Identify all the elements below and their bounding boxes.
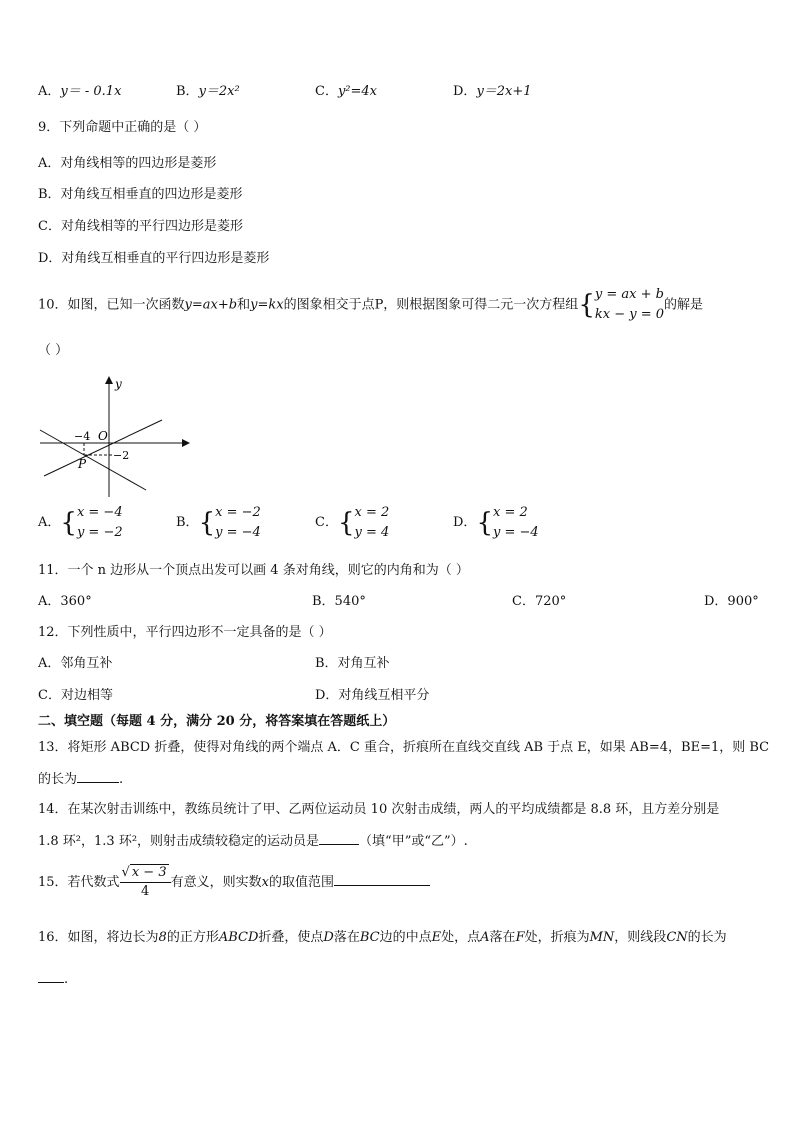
q15-text: 15．若代数式 xyxy=(38,875,120,890)
q13-line-2 xyxy=(38,770,123,789)
q10-option-c-label: C． xyxy=(315,515,338,530)
q15-denominator: 4 xyxy=(140,884,150,899)
q10-stem-part: 10．如图，已知一次函数 xyxy=(38,297,185,313)
line-y-ax-b xyxy=(40,430,146,490)
q10-option-c-y: y = 4 xyxy=(354,525,390,540)
q11-stem: 11．一个 n 边形从一个顶点出发可以画 4 条对角线，则它的内角和为（ ） xyxy=(38,563,469,578)
q10-option-a-brace: { xyxy=(60,508,77,538)
q14-line-2 xyxy=(38,832,468,851)
q16-text: 折叠，使点 xyxy=(258,930,324,945)
q16-text: 边的中点 xyxy=(379,930,432,945)
q16-text: ，则线段 xyxy=(614,930,667,945)
q10-graph xyxy=(36,372,196,502)
q14-text-end: （填“甲”或“乙”）. xyxy=(359,834,468,849)
q10-option-d-system xyxy=(493,503,539,543)
q9-option-d: D．对角线互相垂直的平行四边形是菱形 xyxy=(38,251,270,266)
q10-stem-part: 的图象相交于点P，则根据图象可得二元一次方程组 xyxy=(283,297,579,313)
q10-option-c-x: x = 2 xyxy=(354,505,390,520)
q10-option-a-y: y = −2 xyxy=(76,525,123,540)
q8-option-a-label: A． xyxy=(38,84,61,99)
q16-math: F xyxy=(515,930,525,945)
q10-system-eq2: kx − y = 0 xyxy=(594,307,664,322)
section-2-heading: 二、填空题（每题 4 分，满分 20 分，将答案填在答题纸上） xyxy=(38,714,396,729)
q16-line-1 xyxy=(38,929,727,947)
q8-option-a-math: y＝ - 0.1x xyxy=(60,84,122,99)
q10-paren: （ ） xyxy=(38,343,69,358)
q13-answer-blank[interactable] xyxy=(77,770,119,783)
q15-fraction xyxy=(120,864,171,901)
graph-neg4-label: −4 xyxy=(74,430,91,443)
q10-stem-part: 的解是 xyxy=(664,297,704,313)
q16-text-end: . xyxy=(64,972,69,987)
q10-option-d-x: x = 2 xyxy=(492,505,528,520)
q11-option-d: D．900° xyxy=(704,594,759,609)
q12-option-d: D．对角线互相平分 xyxy=(315,688,430,703)
q12-option-c: C．对边相等 xyxy=(38,688,113,703)
q16-text: 处，点 xyxy=(441,930,481,945)
q10-function-1: y=ax+b xyxy=(184,297,238,313)
q12-option-a: A．邻角互补 xyxy=(38,656,113,671)
q16-text: 的长为 xyxy=(687,930,727,945)
q15-numerator: √ x − 3 xyxy=(120,864,171,883)
q11-option-a: A．360° xyxy=(38,594,92,609)
q16-math: 8 xyxy=(158,930,167,945)
q10-option-b-system xyxy=(215,503,261,543)
q8-option-a xyxy=(38,83,121,101)
graph-y-label: y xyxy=(115,377,122,391)
q10-option-a-system xyxy=(77,503,123,543)
q8-option-c-math: y²=4x xyxy=(337,84,378,99)
q16-math: A xyxy=(480,930,490,945)
q15-variable: x xyxy=(261,875,269,890)
q10-option-d xyxy=(453,503,539,543)
q15-text: 的取值范围 xyxy=(268,875,334,890)
q8-option-d-math: y＝2x+1 xyxy=(476,84,532,99)
q14-answer-blank[interactable] xyxy=(319,832,359,845)
q16-text: 处，折痕为 xyxy=(524,930,590,945)
q10-option-b-brace: { xyxy=(198,508,216,538)
q12-stem: 12．下列性质中，平行四边形不一定具备的是（ ） xyxy=(38,625,332,640)
q10-option-b-label: B． xyxy=(176,515,199,530)
q8-option-b-math: y＝2x² xyxy=(198,84,240,99)
graph-neg2-label: −2 xyxy=(113,449,130,462)
q15-stem xyxy=(38,862,430,904)
q8-option-c-label: C． xyxy=(315,84,338,99)
q15-radicand: x − 3 xyxy=(131,865,167,880)
q10-option-d-brace: { xyxy=(476,508,493,538)
q16-math: BC xyxy=(359,930,380,945)
q10-option-b xyxy=(176,503,261,543)
q10-option-c xyxy=(315,503,389,543)
q13-text: 的长为 xyxy=(38,772,78,787)
q8-option-d-label: D． xyxy=(453,84,477,99)
q16-text: 16．如图，将边长为 xyxy=(38,930,159,945)
q10-option-b-x: x = −2 xyxy=(215,505,261,520)
q11-option-c: C．720° xyxy=(512,594,567,609)
q13-line-1: 13．将矩形 ABCD 折叠，使得对角线的两个端点 A．C 重合，折痕所在直线交直线 AB 于点 E，如果 AB=4，BE=1，则 BC xyxy=(38,740,770,755)
q10-option-a-label: A． xyxy=(38,515,61,530)
q8-option-d xyxy=(453,83,532,101)
q8-option-b xyxy=(176,83,240,101)
graph-o-label: O xyxy=(98,429,108,443)
q10-option-c-brace: { xyxy=(337,508,355,538)
q9-stem: 9．下列命题中正确的是（ ） xyxy=(38,120,207,135)
q16-math: CN xyxy=(666,930,688,945)
q15-text: 有意义，则实数 xyxy=(170,875,262,890)
q10-option-d-y: y = −4 xyxy=(492,525,539,540)
q9-option-a: A．对角线相等的四边形是菱形 xyxy=(38,156,217,171)
q16-line-2 xyxy=(38,970,68,989)
q11-option-b: B．540° xyxy=(312,594,366,609)
q10-function-2: y=kx xyxy=(250,297,284,313)
q10-brace: { xyxy=(578,290,595,320)
q16-math: ABCD xyxy=(218,930,259,945)
q10-option-c-system xyxy=(355,503,390,543)
q16-math: D xyxy=(323,930,334,945)
q16-text: 的正方形 xyxy=(166,930,219,945)
q10-system xyxy=(595,285,664,325)
q9-option-c: C．对角线相等的平行四边形是菱形 xyxy=(38,219,243,234)
q8-option-b-label: B． xyxy=(176,84,199,99)
q10-option-a-x: x = −4 xyxy=(76,505,123,520)
q13-text-end: . xyxy=(119,772,124,787)
q16-math: E xyxy=(431,930,442,945)
q10-stem-part: 和 xyxy=(237,297,251,313)
q12-option-b: B．对角互补 xyxy=(315,656,390,671)
q16-text: 落在 xyxy=(489,930,516,945)
q10-option-b-y: y = −4 xyxy=(215,525,261,540)
q8-option-c xyxy=(315,83,377,101)
q10-stem xyxy=(38,285,703,326)
q10-option-d-label: D． xyxy=(453,515,477,530)
q16-math: MN xyxy=(589,930,615,945)
q14-text: 1.8 环²，1.3 环²，则射击成绩较稳定的运动员是 xyxy=(38,834,320,849)
graph-p-label: P xyxy=(78,457,87,471)
q9-option-b: B．对角线互相垂直的四边形是菱形 xyxy=(38,187,243,202)
q10-option-a xyxy=(38,503,123,543)
q10-system-eq1: y = ax + b xyxy=(594,287,664,302)
q16-answer-blank[interactable] xyxy=(38,970,64,983)
q16-text: 落在 xyxy=(333,930,360,945)
q14-line-1: 14．在某次射击训练中，教练员统计了甲、乙两位运动员 10 次射击成绩，两人的平均成绩都是 8.8 环，且方差分别是 xyxy=(38,802,720,817)
q15-answer-blank[interactable] xyxy=(334,873,430,886)
